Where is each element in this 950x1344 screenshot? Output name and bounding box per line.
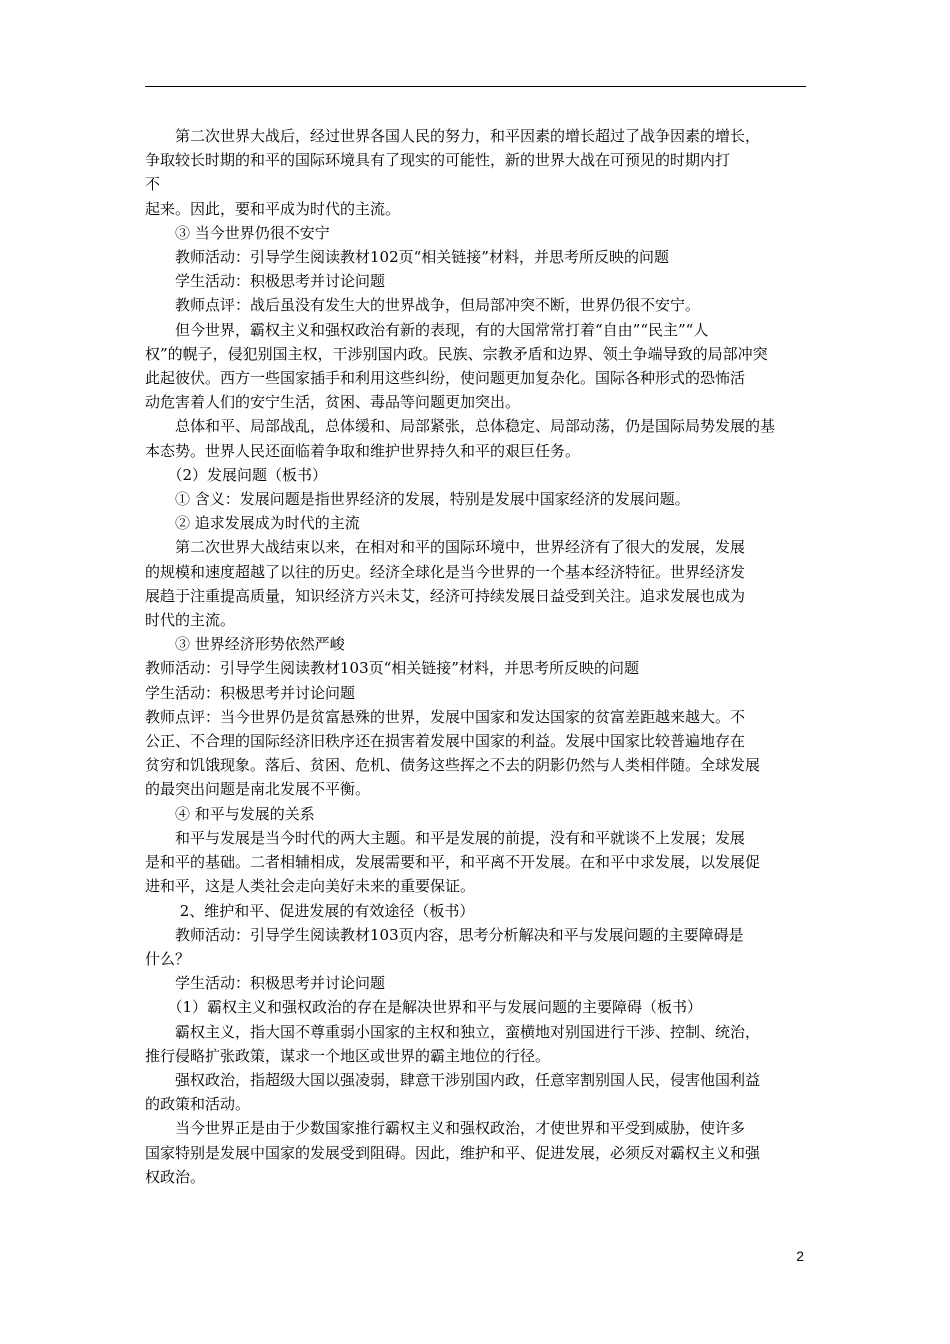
text-line: 本态势。世界人民还面临着争取和维护世界持久和平的艰巨任务。 (145, 441, 581, 460)
text-line: （1）霸权主义和强权政治的存在是解决世界和平与发展问题的主要障碍（板书） (145, 998, 703, 1017)
text-line: 总体和平、局部战乱，总体缓和、局部紧张，总体稳定、局部动荡，仍是国际局势发展的基 (145, 417, 776, 436)
text-line: 教师活动：引导学生阅读教材103页内容，思考分析解决和平与发展问题的主要障碍是 (145, 925, 744, 944)
text-line: 教师活动：引导学生阅读教材103页“相关链接”材料，并思考所反映的问题 (145, 659, 639, 678)
text-line: 强权政治，指超级大国以强凌弱，肆意干涉别国内政，任意宰割别国人民，侵害他国利益 (145, 1070, 761, 1089)
text-line: 不 (145, 175, 161, 194)
text-line: 争取较长时期的和平的国际环境具有了现实的可能性，新的世界大战在可预见的时期内打 (145, 151, 731, 170)
text-line: 动危害着人们的安宁生活，贫困、毒品等问题更加突出。 (145, 393, 521, 412)
text-line: ④ 和平与发展的关系 (145, 804, 315, 823)
text-line: 展趋于注重提高质量，知识经济方兴未艾，经济可持续发展日益受到关注。追求发展也成为 (145, 586, 746, 605)
text-line: 学生活动：积极思考并讨论问题 (145, 974, 386, 993)
text-line: 教师点评：战后虽没有发生大的世界战争，但局部冲突不断，世界仍很不安宁。 (145, 296, 701, 315)
text-line: ③ 世界经济形势依然严峻 (145, 635, 345, 654)
text-line: 第二次世界大战结束以来，在相对和平的国际环境中，世界经济有了很大的发展，发展 (145, 538, 746, 557)
text-line: 是和平的基础。二者相辅相成，发展需要和平，和平离不开发展。在和平中求发展，以发展促 (145, 853, 761, 872)
text-line: （2）发展问题（板书） (145, 465, 328, 484)
text-line: 推行侵略扩张政策，谋求一个地区或世界的霸主地位的行径。 (145, 1046, 551, 1065)
text-line: ③ 当今世界仍很不安宁 (145, 223, 330, 242)
text-line: 公正、不合理的国际经济旧秩序还在损害着发展中国家的利益。发展中国家比较普遍地存在 (145, 732, 746, 751)
text-line: 学生活动：积极思考并讨论问题 (145, 272, 386, 291)
text-line: 第二次世界大战后，经过世界各国人民的努力，和平因素的增长超过了战争因素的增长， (145, 127, 761, 145)
page-number: 2 (796, 1248, 804, 1264)
text-line: 当今世界正是由于少数国家推行霸权主义和强权政治，才使世界和平受到威胁，使许多 (145, 1119, 746, 1138)
text-line: 教师活动：引导学生阅读教材102页“相关链接”材料，并思考所反映的问题 (145, 248, 669, 267)
text-line: 教师点评：当今世界仍是贫富悬殊的世界，发展中国家和发达国家的贫富差距越来越大。不 (145, 707, 746, 726)
text-line: 和平与发展是当今时代的两大主题。和平是发展的前提，没有和平就谈不上发展；发展 (145, 828, 746, 847)
text-line: 霸权主义，指大国不尊重弱小国家的主权和独立，蛮横地对别国进行干涉、控制、统治， (145, 1022, 761, 1041)
text-line: 学生活动：积极思考并讨论问题 (145, 683, 356, 702)
text-line: 的政策和活动。 (145, 1095, 251, 1114)
text-line: 权政治。 (145, 1167, 206, 1186)
text-line: 起来。因此，要和平成为时代的主流。 (145, 199, 401, 218)
text-line: 此起彼伏。西方一些国家插手和利用这些纠纷，使问题更加复杂化。国际各种形式的恐怖活 (145, 369, 746, 388)
text-line: 什么？ (145, 949, 191, 968)
text-line: 但今世界，霸权主义和强权政治有新的表现，有的大国常常打着“自由”“民主”“人 (145, 320, 709, 339)
header-rule (145, 86, 806, 87)
text-line: 进和平，这是人类社会走向美好未来的重要保证。 (145, 877, 476, 896)
text-line: 权”的幌子，侵犯别国主权，干涉别国内政。民族、宗教矛盾和边界、领土争端导致的局部冲突 (145, 344, 768, 363)
text-line: ① 含义：发展问题是指世界经济的发展，特别是发展中国家经济的发展问题。 (145, 490, 690, 509)
document-body (145, 124, 806, 1189)
text-line: 2、维护和平、促进发展的有效途径（板书） (145, 901, 475, 920)
text-line: 的最突出问题是南北发展不平衡。 (145, 780, 371, 799)
text-line: 国家特别是发展中国家的发展受到阻碍。因此，维护和平、促进发展，必须反对霸权主义和强 (145, 1143, 761, 1162)
text-line: 贫穷和饥饿现象。落后、贫困、危机、债务这些挥之不去的阴影仍然与人类相伴随。全球发展 (145, 756, 761, 775)
text-line: 的规模和速度超越了以往的历史。经济全球化是当今世界的一个基本经济特征。世界经济发 (145, 562, 746, 581)
text-line: 时代的主流。 (145, 611, 236, 630)
text-line: ② 追求发展成为时代的主流 (145, 514, 360, 533)
